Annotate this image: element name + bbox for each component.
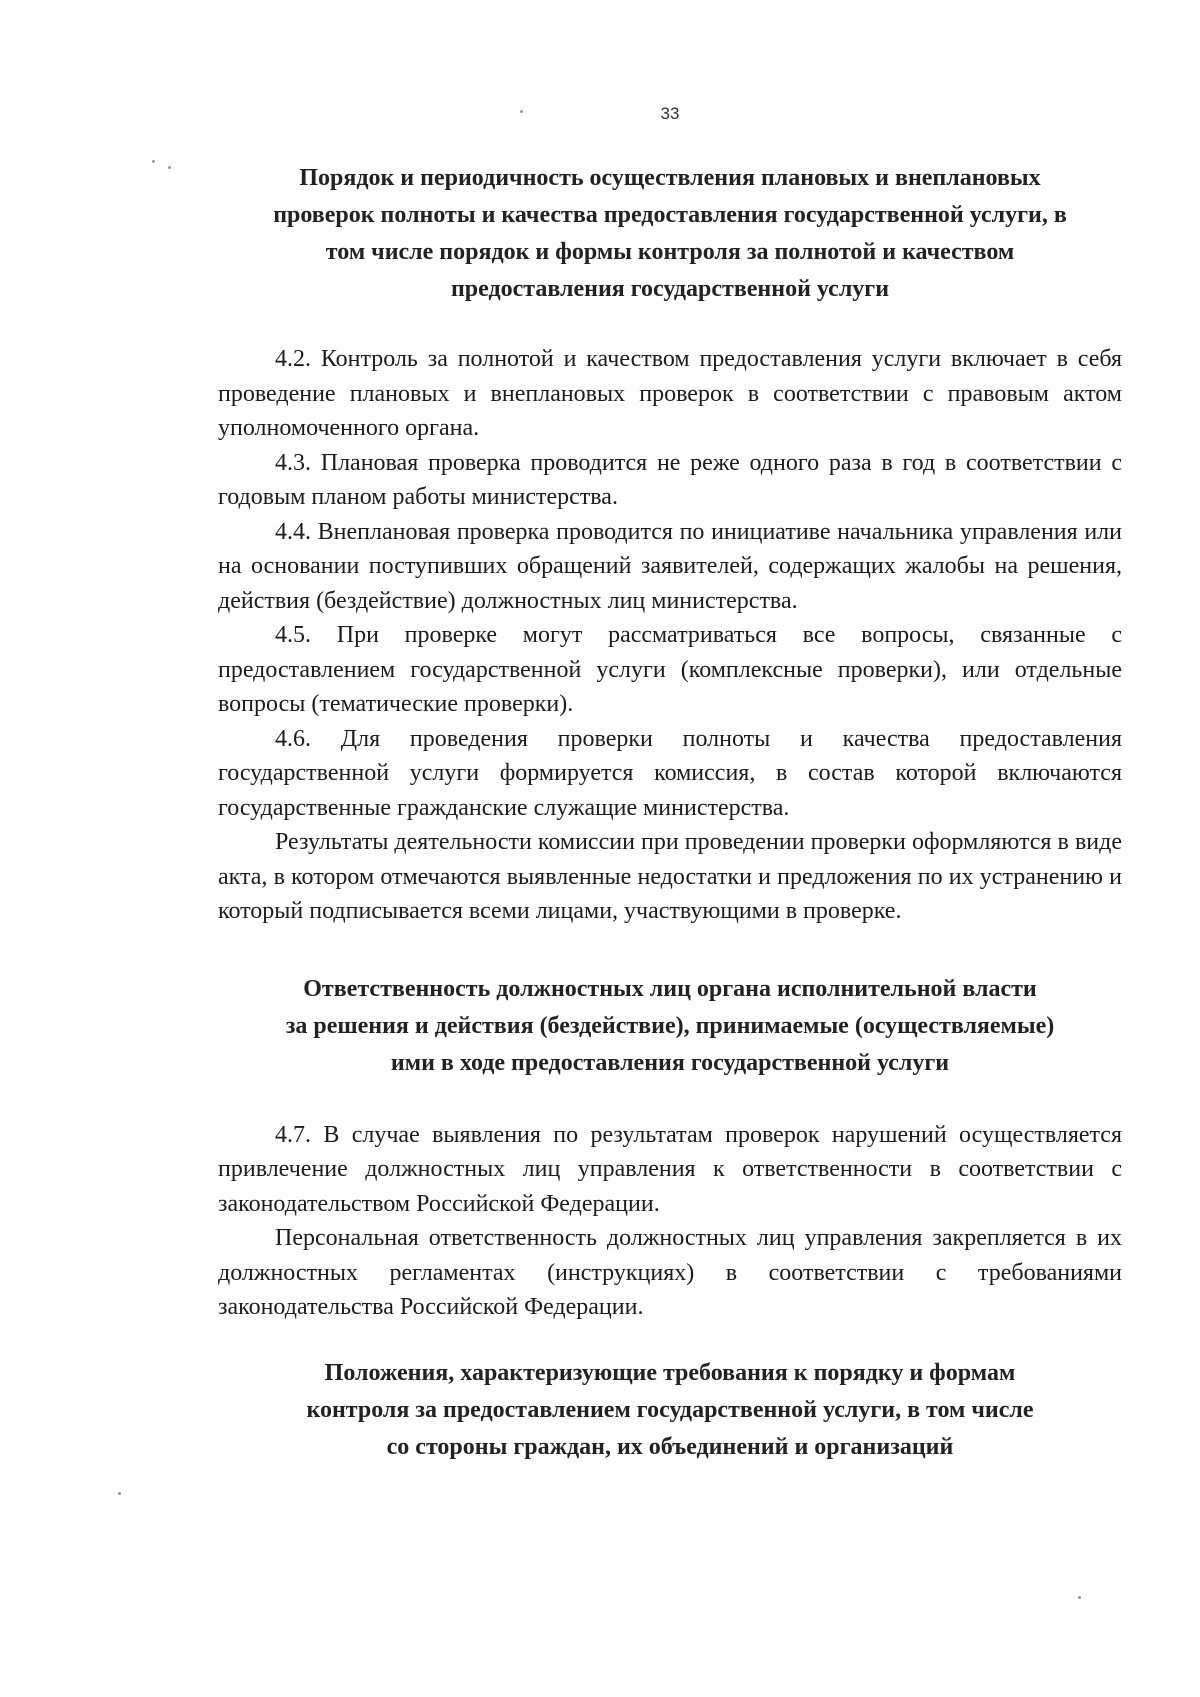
heading-line: проверок полноты и качества предоставления государственной услуги, в: [273, 202, 1067, 228]
scan-speck: [168, 166, 171, 169]
scan-speck: [520, 110, 523, 113]
paragraph-4-4: 4.4. Внеплановая проверка проводится по инициативе начальника управления или на основании поступивших обращений заявителей, содержащих жалобы на решения, действия (бездействие) должностных лиц министерства.: [218, 518, 1122, 614]
scan-speck: [152, 160, 155, 163]
paragraph-4-2: 4.2. Контроль за полнотой и качеством предоставления услуги включает в себя проведение плановых и внеплановых проверок в соответствии с правовым актом уполномоченного органа.: [218, 346, 1122, 441]
heading-line: со стороны граждан, их объединений и организаций: [386, 1433, 954, 1460]
scan-speck: [118, 1492, 121, 1495]
paragraph-4-3: 4.3. Плановая проверка проводится не реже одного раза в год в соответствии с годовым планом работы министерства.: [218, 449, 1122, 510]
heading-line: Ответственность должностных лиц органа исполнительной власти: [303, 975, 1037, 1002]
paragraph-personal-responsibility: Персональная ответственность должностных лиц управления закрепляется в их должностных регламентах (инструкциях) в соответствии с требованиями законодательства Российской Федерации.: [218, 1225, 1122, 1320]
heading-line: предоставления государственной услуги: [450, 276, 890, 302]
section-heading-inspections: [218, 160, 1122, 308]
heading-line: том числе порядок и формы контроля за полнотой и качеством: [325, 239, 1015, 265]
section-heading-control-provisions: [218, 1355, 1122, 1466]
page-number: 33: [660, 104, 680, 123]
heading-line: Порядок и периодичность осуществления плановых и внеплановых: [299, 165, 1041, 191]
paragraph-4-6: 4.6. Для проведения проверки полноты и качества предоставления государственной услуги формируется комиссия, в состав которой включаются государственные гражданские служащие министерства.: [218, 725, 1122, 821]
heading-line: за решения и действия (бездействие), принимаемые (осуществляемые): [285, 1012, 1055, 1039]
section-heading-responsibility: [218, 971, 1122, 1082]
paragraph-commission-results: Результаты деятельности комиссии при проведении проверки оформляются в виде акта, в котором отмечаются выявленные недостатки и предложения по их устранению и который подписывается всеми лицами, участвующими в проверке.: [218, 829, 1122, 924]
scan-speck: [1078, 1596, 1081, 1599]
document-body: [218, 160, 1122, 1466]
heading-line: ими в ходе предоставления государственной услуги: [390, 1049, 950, 1076]
heading-line: Положения, характеризующие требования к порядку и формам: [324, 1359, 1016, 1386]
paragraph-4-5: 4.5. При проверке могут рассматриваться все вопросы, связанные с предоставлением государственной услуги (комплексные проверки), или отдельные вопросы (тематические проверки).: [218, 622, 1122, 717]
heading-line: контроля за предоставлением государственной услуги, в том числе: [306, 1396, 1034, 1423]
paragraph-4-7: 4.7. В случае выявления по результатам проверок нарушений осуществляется привлечение должностных лиц управления к ответственности в соответствии с законодательством Российской Федерации.: [218, 1121, 1122, 1217]
